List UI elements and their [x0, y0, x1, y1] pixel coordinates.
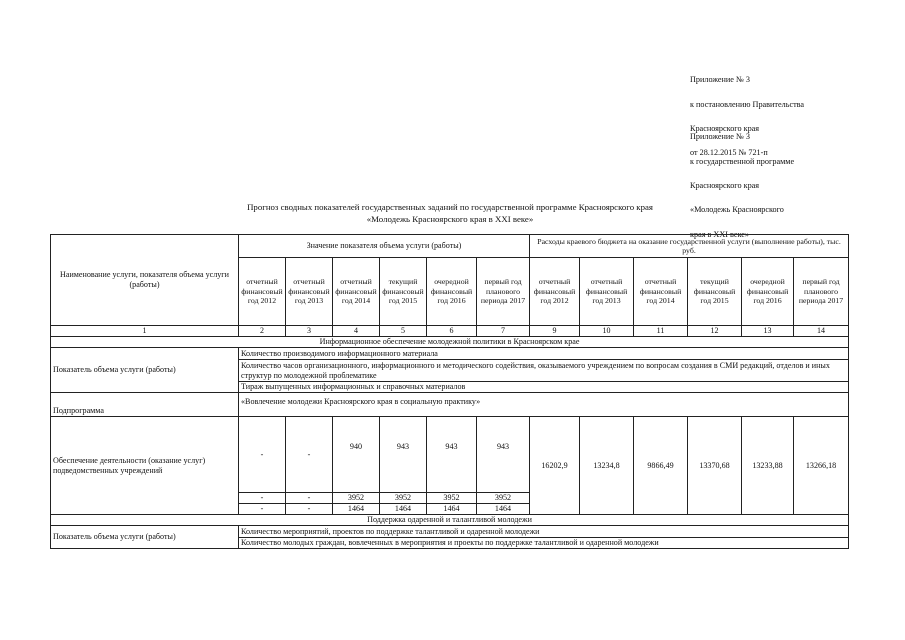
column-number: 12: [688, 326, 742, 337]
header-expenses: Расходы краевого бюджета на оказание государственной услуги (выполнение работы), тыс. руб.: [530, 235, 849, 258]
column-number: 4: [333, 326, 380, 337]
volume-value: 3952: [333, 493, 380, 504]
approval-line: края в XXI веке»: [690, 229, 749, 239]
volume-col-2014: отчетный финансовый год 2014: [333, 258, 380, 326]
approval-line: Приложение № 3: [690, 132, 750, 142]
column-number: 5: [380, 326, 427, 337]
expense-col-2013: отчетный финансовый год 2013: [580, 258, 634, 326]
column-number: 2: [239, 326, 286, 337]
volume-value: 943: [477, 417, 530, 493]
column-number: 10: [580, 326, 634, 337]
column-number: 14: [794, 326, 849, 337]
title-line-1: Прогноз сводных показателей государственных заданий по государственной программе Красноярского края: [247, 202, 653, 212]
header-volume: Значение показателя объема услуги (работы): [239, 235, 530, 258]
volume-value: 943: [427, 417, 477, 493]
section-heading-gifted-youth: Поддержка одаренной и талантливой молодежи: [51, 515, 849, 526]
volume-value: 3952: [380, 493, 427, 504]
expense-value: 9866,49: [634, 417, 688, 515]
volume-value: -: [239, 417, 286, 493]
volume-col-2013: отчетный финансовый год 2013: [286, 258, 333, 326]
expense-value: 13370,68: [688, 417, 742, 515]
column-number: 6: [427, 326, 477, 337]
volume-value: 943: [380, 417, 427, 493]
expense-value: 13233,88: [742, 417, 794, 515]
forecast-table: [50, 234, 849, 549]
approval-line: Красноярского края: [690, 181, 760, 191]
volume-value: 3952: [477, 493, 530, 504]
volume-value: 1464: [477, 504, 530, 515]
indicator-info-material: Количество производимого информационного материала: [239, 348, 849, 360]
volume-value: 940: [333, 417, 380, 493]
column-number: 7: [477, 326, 530, 337]
volume-value: -: [239, 493, 286, 504]
volume-value: 1464: [333, 504, 380, 515]
volume-col-2017: первый год планового периода 2017: [477, 258, 530, 326]
indicator-support-hours: Количество часов организационного, информационного и методического содействия, оказываемого учреждением по вопросам создания в СМИ редакций, отделов и иных структур по молодежной проблематике: [239, 360, 849, 382]
approval-line: «Молодежь Красноярского: [690, 205, 784, 215]
volume-value: -: [286, 493, 333, 504]
approval-line: от 28.12.2015 № 721-п: [690, 148, 768, 158]
column-number: 9: [530, 326, 580, 337]
volume-value: -: [239, 504, 286, 515]
volume-value: 1464: [380, 504, 427, 515]
expense-col-2015: текущий финансовый год 2015: [688, 258, 742, 326]
column-number: 11: [634, 326, 688, 337]
expense-value: 13266,18: [794, 417, 849, 515]
subprogram-label: Подпрограмма: [51, 393, 239, 417]
indicator-events-count: Количество мероприятий, проектов по поддержке талантливой и одаренной молодежи: [239, 526, 849, 538]
approval-line: к государственной программе: [690, 156, 795, 166]
expense-value: 16202,9: [530, 417, 580, 515]
column-number: 3: [286, 326, 333, 337]
column-number: 1: [51, 326, 239, 337]
indicator-label: Показатель объема услуги (работы): [51, 348, 239, 393]
approval-line: Красноярского края: [690, 124, 760, 134]
title-line-2: «Молодежь Красноярского края в XXI веке»: [366, 214, 534, 224]
section-heading-information: Информационное обеспечение молодежной политики в Красноярском крае: [51, 337, 849, 348]
column-number: 13: [742, 326, 794, 337]
approval-line: к постановлению Правительства: [690, 99, 805, 109]
subprogram-name: «Вовлечение молодежи Красноярского края в социальную практику»: [239, 393, 849, 417]
volume-col-2016: очередной финансовый год 2016: [427, 258, 477, 326]
expense-col-2014: отчетный финансовый год 2014: [634, 258, 688, 326]
service-name: Обеспечение деятельности (оказание услуг) подведомственных учреждений: [51, 417, 239, 515]
volume-value: 1464: [427, 504, 477, 515]
indicator-print-run: Тираж выпущенных информационных и справочных материалов: [239, 382, 849, 393]
expense-col-2017: первый год планового периода 2017: [794, 258, 849, 326]
header-name: Наименование услуги, показателя объема услуги (работы): [51, 235, 239, 326]
expense-col-2012: отчетный финансовый год 2012: [530, 258, 580, 326]
approval-line: Приложение № 3: [690, 75, 750, 85]
volume-col-2012: отчетный финансовый год 2012: [239, 258, 286, 326]
volume-value: -: [286, 504, 333, 515]
column-numbers-row: [51, 326, 849, 337]
document-title: [150, 201, 750, 225]
expense-value: 13234,8: [580, 417, 634, 515]
indicator-participants-count: Количество молодых граждан, вовлеченных в мероприятия и проекты по поддержке талантливой и одаренной молодежи: [239, 538, 849, 549]
volume-value: -: [286, 417, 333, 493]
volume-value: 3952: [427, 493, 477, 504]
volume-col-2015: текущий финансовый год 2015: [380, 258, 427, 326]
indicator-label: Показатель объема услуги (работы): [51, 526, 239, 549]
expense-col-2016: очередной финансовый год 2016: [742, 258, 794, 326]
